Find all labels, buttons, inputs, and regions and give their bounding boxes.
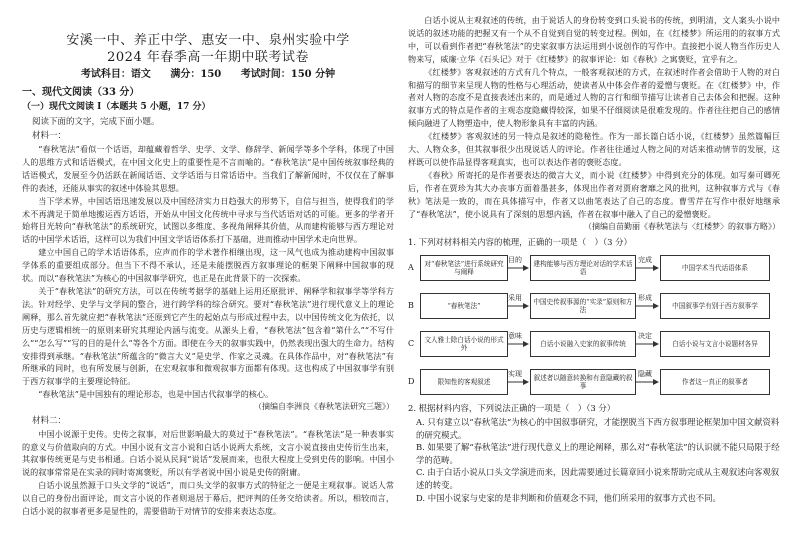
- diagram-box: 文人雅士除白话小说的形式外: [420, 331, 508, 357]
- paragraph: “春秋笔法”是中国独有的理论形态，也是中国古代叙事学的核心。: [38, 389, 274, 400]
- paragraph: 中国小说源于史传。史传之叙事，对后世影响最大的莫过于“春秋笔法”。“春秋笔法”是一种表事实的意义与价值取向的方式。中国小说有文言小说和白话小说两大系统，文言小说直接由史传衍生出来，其叙事传统更是与史书相通。白话小说从民间“说话”发展而来，也很大程度上受到史传的影响。中国小说的叙事常常是在实录的同时寄寓褒贬，所以有学者说中国小说是史传的附庸。: [22, 428, 394, 478]
- diagram-box: 叙述者以随意转换和有意隐藏的叙事: [530, 369, 636, 395]
- exam-score: 满分：150: [170, 69, 222, 80]
- paragraph: 关于“春秋笔法”的研究方法，可以在传统考据学的基础上运用还原批评、阐释学和叙事学等学科方法。针对经学、史学与文学间的整合，进行跨学科的综合研究。要对“春秋笔法”进行现代意义上的理论阐释，那么首先就应把“春秋笔法”还原到它产生的起始点与形成过程中去，以中国传统文化为依托，以历史与逻辑相统一的原则来研究其理论内涵与流变。从源头上看，“春秋笔法”包含着“第什么”“不写什么”“怎么写”“写的目的是什么”等各个方面。即使在今天的叙事实践中，仍然表现出强大的生命力。结构安排得到承继。“春秋笔法”所蕴含的“微言大义”是史学、作家之灵魂。在具体作品中，对“春秋笔法”有所继承的同时，也有所发展与创新，在宏观叙事和微观叙事方面都有体现。这也构成了中国叙事学有别于西方叙事学的主要理论特征。: [22, 285, 394, 387]
- option-label: D: [408, 377, 415, 386]
- exam-info: [22, 68, 394, 82]
- diagram-box: 对“春秋笔法”进行系统研究与阐释: [420, 255, 508, 281]
- paragraph: 建立中国自己的学术话语体系，应声而作的学术著作相继出现，这一风气也成为推动建构中国叙事学体系的重要组成部分。但当下不得不承认，还是未能摆脱西方叙事理论的框架下阐释中国叙事的现状。而以“春秋笔法”为核心的中国叙事学研究，也正是在此背景下的一次探索。: [22, 247, 394, 284]
- answer-option-d: D. 中国小说家与史家的是非判断和价值观念不同，他们所采用的叙事方式也不同。: [416, 492, 721, 503]
- arrow-label: 隐藏: [638, 370, 652, 378]
- option-label: C: [408, 339, 415, 348]
- paragraph: 《红楼梦》客观叙述的方式有几个特点，一般客观叙述的方式，在叙述时作者会借助于人物的对白和描写的细节来呈现人物的性格与心理活动，使读者从中体会作者的爱憎与褒贬。在《红楼梦》中，作者对人物的态度不是直接表述出来的，而是通过人物的言行和细节描写让读者自己去体会和把握。这种叙事方式的特点是作者的主观态度隐藏得较深，如果不仔细阅读是很难发现的。作者往往把自己的感情倾向融进了人物塑造中，使人物形象具有丰富的内涵。: [408, 66, 780, 129]
- instruction: 阅读下面的文字，完成下面小题。: [32, 117, 160, 127]
- answer-option-b: B. 如果要了解“春秋笔法”进行现代意义上的理论阐释，那么对“春秋笔法”的认识就不能只局限于经学的范畴。: [416, 442, 780, 465]
- arrow-label: 采用: [508, 294, 522, 302]
- source-citation: （摘编自李洲良《春秋笔法研究三题》）: [254, 402, 394, 412]
- paragraph: 白话小说从主观叙述的传统，由于说话人的身份转变到口头说书的传统，到明清，文人案头小说中说话的叙述功能的把握又有一个从不自觉到自觉的转变过程。例如，在《红楼梦》所运用的的叙事方式中，可以看到作者把“春秋笔法”的史家叙事方法运用到小说创作的写作中。直接把小说人物当作历史人物来写，威廉·立华《石头记》对于《红楼梦》的叙事评论：如《春秋》之寓褒贬，宜乎有之。: [408, 15, 780, 64]
- question-1: 1. 下列对材料相关内容的梳理，正确的一项是（ ）（3 分）: [408, 237, 632, 247]
- diagram-box: 白话小说融入史家的叙事传统: [530, 331, 636, 357]
- diagram-box: “春秋笔法”: [420, 293, 508, 319]
- paragraph: 当下学术界，中国话语迅速发展以及中国经济实力日趋强大的形势下，自信与担当，使得我们的学术不再满足于简单地搬运西方话语，开始从中国文化传统中寻求与当代话语对话的可能。更多的学者开始将目光转向“春秋笔法”的系统研究，试图以多维度、多视角阐释其价值，从而建构能够与西方理论对话的中国学术话语，这样可以为我们中国文学话语体系打下基础，进而推动中国学术走向世界。: [22, 195, 394, 245]
- diagram-box: 中国史传叙事源的“实录”原则和方法: [530, 293, 636, 319]
- flow-diagram: [408, 251, 780, 399]
- material1-label: 材料一：: [32, 131, 67, 141]
- paragraph: 《红楼梦》客观叙述的另一特点是叙述的隐秘性。作为一部长篇白话小说，《红楼梦》虽然篇幅巨大、人物众多，但其叙事很少出现说话人的评论。作者往往通过人物之间的对话来推动情节的发展，这样既可以使作品显得客观真实，也可以表达作者的褒贬态度。: [408, 131, 780, 167]
- diagram-box: 中国学术当代话语体系: [660, 255, 770, 281]
- diagram-box: 建构能够与西方理论对话的学术话语: [530, 255, 636, 281]
- left-column: [22, 0, 394, 518]
- arrow-label: 形成: [638, 294, 652, 302]
- title-line-1: 安溪一中、养正中学、惠安一中、泉州实验中学: [66, 33, 350, 48]
- material2-label: 材料二：: [32, 415, 67, 426]
- arrow-label: 目的: [508, 256, 522, 264]
- section-heading: 一、现代文阅读（33 分）: [22, 87, 140, 98]
- title-line-2: 2024 年春季高一年期中联考试卷: [107, 50, 309, 65]
- paragraph: 白话小说虽然源于口头文学的“说话”，而口头文学的叙事方式的特征之一便是主观叙事。说话人常以自己的身份出面评论，而文言小说的作者则退居于幕后，把评判的任务交给读者。所以，相较而言，白话小说的叙事者更多是显性的，需要借助于对情节的安排来表达态度。: [22, 480, 394, 517]
- arrow-label: 实现: [508, 370, 522, 378]
- paragraph: “春秋笔法”看似一个话语，却蕴藏着哲学、史学、文学、修辞学、新闻学等多个学科，体现了中国人的思维方式和话语模式，在中国文化史上的重要性是不言而喻的。“春秋笔法”是中国传统叙事经典的话语模式，发展至今仍活跃在新闻话语、文学话语与日常话语中。当我们了解新闻时，不仅仅在了解事件的表述，还能从事实的叙述中体验其思想。: [22, 144, 394, 193]
- diagram-box: 中国叙事学有别于西方叙事学: [660, 293, 770, 319]
- arrow-label: 意味: [508, 332, 522, 340]
- diagram-box: 限知性的客观叙述: [420, 369, 508, 395]
- answer-option-a: A. 只有建立以“春秋笔法”为核心的中国叙事研究，才能摆脱当下西方叙事理论框架加中国文献资料的研究模式。: [416, 417, 780, 440]
- diagram-box: 作者这一真正的叙事者: [660, 369, 770, 395]
- subsection-heading: （一）现代文阅读 I（本题共 5 小题，17 分）: [22, 102, 211, 112]
- right-column: [408, 14, 780, 504]
- option-label: A: [408, 263, 414, 272]
- arrow-label: 决定: [638, 332, 652, 340]
- question-2: 2. 根据材料内容，下列说法正确的一项是（ ）（3 分）: [408, 403, 616, 413]
- diagram-box: 白话小说与文言小说题材各异: [660, 331, 770, 357]
- exam-subject: 考试科目：语文: [80, 69, 151, 80]
- paragraph: 《春秋》所寄托的是作者要表达的微言大义，而小说《红楼梦》中得到充分的体现。如写秦可卿死后，作者在贾珍为其大办丧事方面着墨甚多，体现出作者对贾府奢靡之风的批判，这种叙事方式与《春秋》笔法是一致的，而在具体描写中，作者又以曲笔表达了自己的态度。曹雪芹在写作中很好地继承了“春秋笔法”，使小说具有了深刻的思想内涵，作者在叙事中融入了自己的爱憎褒贬。: [408, 169, 780, 219]
- source-citation: （摘编自苗勤丽《春秋笔法与〈红楼梦〉的叙事方略》）: [584, 221, 780, 231]
- exam-title: [22, 32, 394, 66]
- exam-time: 考试时间：150 分钟: [240, 69, 336, 80]
- arrow-label: 完成: [638, 256, 652, 264]
- answer-option-c: C. 由于白话小说从口头文学演进而来，因此需要通过长篇章回小说来帮助完成从主观叙述向客观叙述的转变。: [416, 467, 780, 490]
- option-label: B: [408, 301, 414, 310]
